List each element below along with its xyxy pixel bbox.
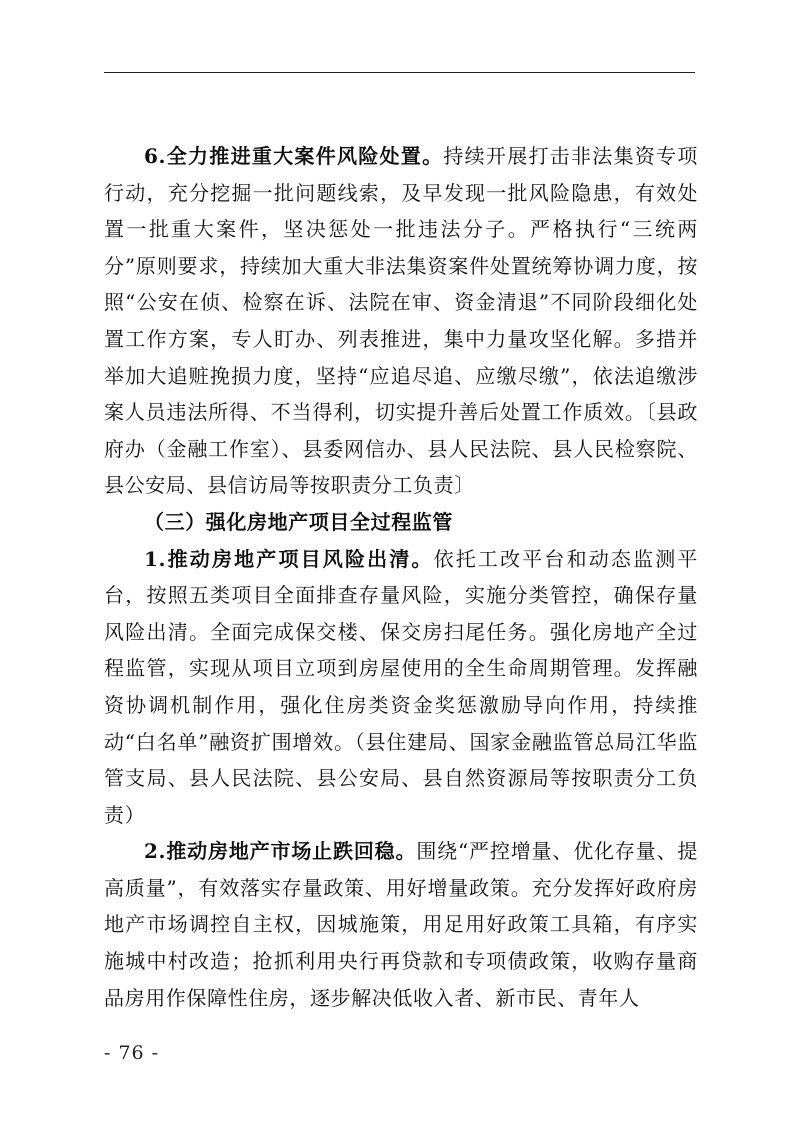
item-2-lead: 2.推动房地产市场止跌回稳。	[144, 839, 417, 864]
item-6-body: 持续开展打击非法集资专项行动，充分挖掘一批问题线索，及早发现一批风险隐患，有效处置一批重大案件，坚决惩处一批违法分子。严格执行“三统两分”原则要求，持续加大重大非法集资案件处置统筹协调力度，按照“公安在侦、检察在诉、法院在审、资金清退”不同阶段细化处置工作方案，专人盯办、列表推进，集中力量攻坚化解。多措并举加大追赃挽损力度，坚持“应追尽追、应缴尽缴”，依法追缴涉案人员违法所得、不当得利，切实提升善后处置工作质效。〔县政府办（金融工作室）、县委网信办、县人民法院、县人民检察院、县公安局、县信访局等按职责分工负责〕	[104, 144, 698, 498]
document-body	[104, 138, 698, 1016]
paragraph-item-6	[104, 138, 698, 504]
item-2-body: 围绕“严控增量、优化存量、提高质量”，有效落实存量政策、用好增量政策。充分发挥好政府房地产市场调控自主权，因城施策，用足用好政策工具箱，有序实施城中村改造；抢抓利用央行再贷款和专项债政策，收购存量商品房用作保障性住房，逐步解决低收入者、新市民、青年人	[104, 839, 698, 1010]
page-number: - 76 -	[104, 1042, 160, 1064]
paragraph-item-1	[104, 541, 698, 834]
item-6-lead: 6.全力推进重大案件风险处置。	[144, 144, 444, 168]
item-1-body: 依托工改平台和动态监测平台，按照五类项目全面排查存量风险，实施分类管控，确保存量风险出清。全面完成保交楼、保交房扫尾任务。强化房地产全过程监管，实现从项目立项到房屋使用的全生命周期管理。发挥融资协调机制作用，强化住房类资金奖惩激励导向作用，持续推动“白名单”融资扩围增效。（县住建局、国家金融监管总局江华监管支局、县人民法院、县公安局、县自然资源局等按职责分工负责）	[104, 546, 699, 827]
item-1-lead: 1.推动房地产项目风险出清。	[144, 546, 434, 571]
header-rule	[104, 72, 695, 73]
paragraph-item-2	[104, 833, 698, 1016]
section-heading-3: （三）强化房地产项目全过程监管	[144, 509, 453, 534]
